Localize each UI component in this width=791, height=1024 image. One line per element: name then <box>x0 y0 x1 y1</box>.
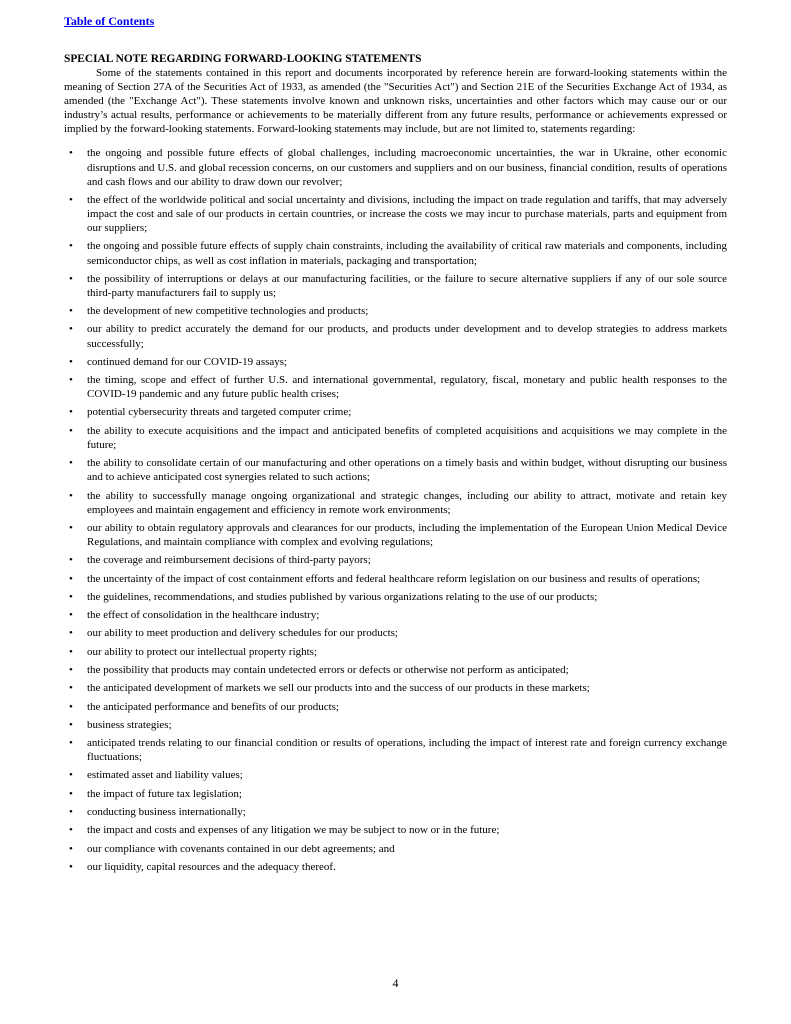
list-item: • conducting business internationally; <box>64 805 727 819</box>
list-item: • the development of new competitive technologies and products; <box>64 304 727 318</box>
list-item: • the possibility of interruptions or delays at our manufacturing facilities, or the failure to secure alternative suppliers if any of our sole source third-party manufacturers fail to supply us; <box>64 272 727 300</box>
list-item: • the ongoing and possible future effects of global challenges, including macroeconomic uncertainties, the war in Ukraine, other economic disruptions and U.S. and global recession concerns, on our customers and suppliers and on our business, financial condition, results of operations and cash flows and our ability to draw down our revolver; <box>64 146 727 188</box>
list-item: • the uncertainty of the impact of cost containment efforts and federal healthcare reform legislation on our business and results of operations; <box>64 572 727 586</box>
list-item: • business strategies; <box>64 718 727 732</box>
statements-list <box>64 146 727 873</box>
list-item: • the impact of future tax legislation; <box>64 787 727 801</box>
intro-paragraph: Some of the statements contained in this report and documents incorporated by reference herein are forward-looking statements within the meaning of Section 27A of the Securities Act of 1933, as amended (the "Securities Act") and Section 21E of the Securities Exchange Act of 1934, as amended (the "Exchange Act"). These statements involve known and unknown risks, uncertainties and other factors which may cause our or our industry’s actual results, performance or achievements to be materially different from any future results, performance or achievements expressed or implied by the forward-looking statements. Forward-looking statements may include, but are not limited to, statements regarding: <box>64 67 727 136</box>
list-item: • continued demand for our COVID-19 assays; <box>64 355 727 369</box>
list-item: • our ability to predict accurately the demand for our products, and products under development and to develop strategies to address markets successfully; <box>64 322 727 350</box>
list-item: • our ability to protect our intellectual property rights; <box>64 645 727 659</box>
list-item: • potential cybersecurity threats and targeted computer crime; <box>64 405 727 419</box>
table-of-contents-link[interactable]: Table of Contents <box>64 14 155 28</box>
list-item: • the coverage and reimbursement decisions of third-party payors; <box>64 553 727 567</box>
list-item: • the anticipated performance and benefits of our products; <box>64 700 727 714</box>
list-item: • the impact and costs and expenses of any litigation we may be subject to now or in the future; <box>64 823 727 837</box>
list-item: • anticipated trends relating to our financial condition or results of operations, including the impact of interest rate and foreign currency exchange fluctuations; <box>64 736 727 764</box>
list-item: • the ability to consolidate certain of our manufacturing and other operations on a timely basis and within budget, without disrupting our business and to achieve anticipated cost synergies related to such actions; <box>64 456 727 484</box>
list-item: • the ability to successfully manage ongoing organizational and strategic changes, including our ability to attract, motivate and retain key employees and maintain engagement and efficiency in remote work environments; <box>64 489 727 517</box>
list-item: • the effect of consolidation in the healthcare industry; <box>64 608 727 622</box>
list-item: • the guidelines, recommendations, and studies published by various organizations relating to the use of our products; <box>64 590 727 604</box>
list-item: • the ongoing and possible future effects of supply chain constraints, including the availability of critical raw materials and components, including semiconductor chips, as well as cost inflation in materials, packaging and transportation; <box>64 239 727 267</box>
list-item: • our compliance with covenants contained in our debt agreements; and <box>64 842 727 856</box>
section-heading: SPECIAL NOTE REGARDING FORWARD-LOOKING STATEMENTS <box>64 53 422 65</box>
forward-looking-section <box>64 52 727 878</box>
list-item: • the timing, scope and effect of further U.S. and international governmental, regulatory, fiscal, monetary and public health responses to the COVID-19 pandemic and any future public health crises; <box>64 373 727 401</box>
list-item: • our ability to meet production and delivery schedules for our products; <box>64 626 727 640</box>
list-item: • the anticipated development of markets we sell our products into and the success of our products in these markets; <box>64 681 727 695</box>
list-item: • our liquidity, capital resources and the adequacy thereof. <box>64 860 727 874</box>
list-item: • estimated asset and liability values; <box>64 768 727 782</box>
page-number: 4 <box>392 976 399 990</box>
list-item: • the possibility that products may contain undetected errors or defects or otherwise not perform as anticipated; <box>64 663 727 677</box>
list-item: • our ability to obtain regulatory approvals and clearances for our products, including the implementation of the European Union Medical Device Regulations, and maintain compliance with complex and evolving regulations; <box>64 521 727 549</box>
list-item: • the effect of the worldwide political and social uncertainty and divisions, including the impact on trade regulation and tariffs, that may adversely impact the cost and sale of our products in certain countries, or increase the costs we may incur to purchase materials, parts and equipment from our suppliers; <box>64 193 727 235</box>
list-item: • the ability to execute acquisitions and the impact and anticipated benefits of completed acquisitions and acquisitions we may complete in the future; <box>64 424 727 452</box>
